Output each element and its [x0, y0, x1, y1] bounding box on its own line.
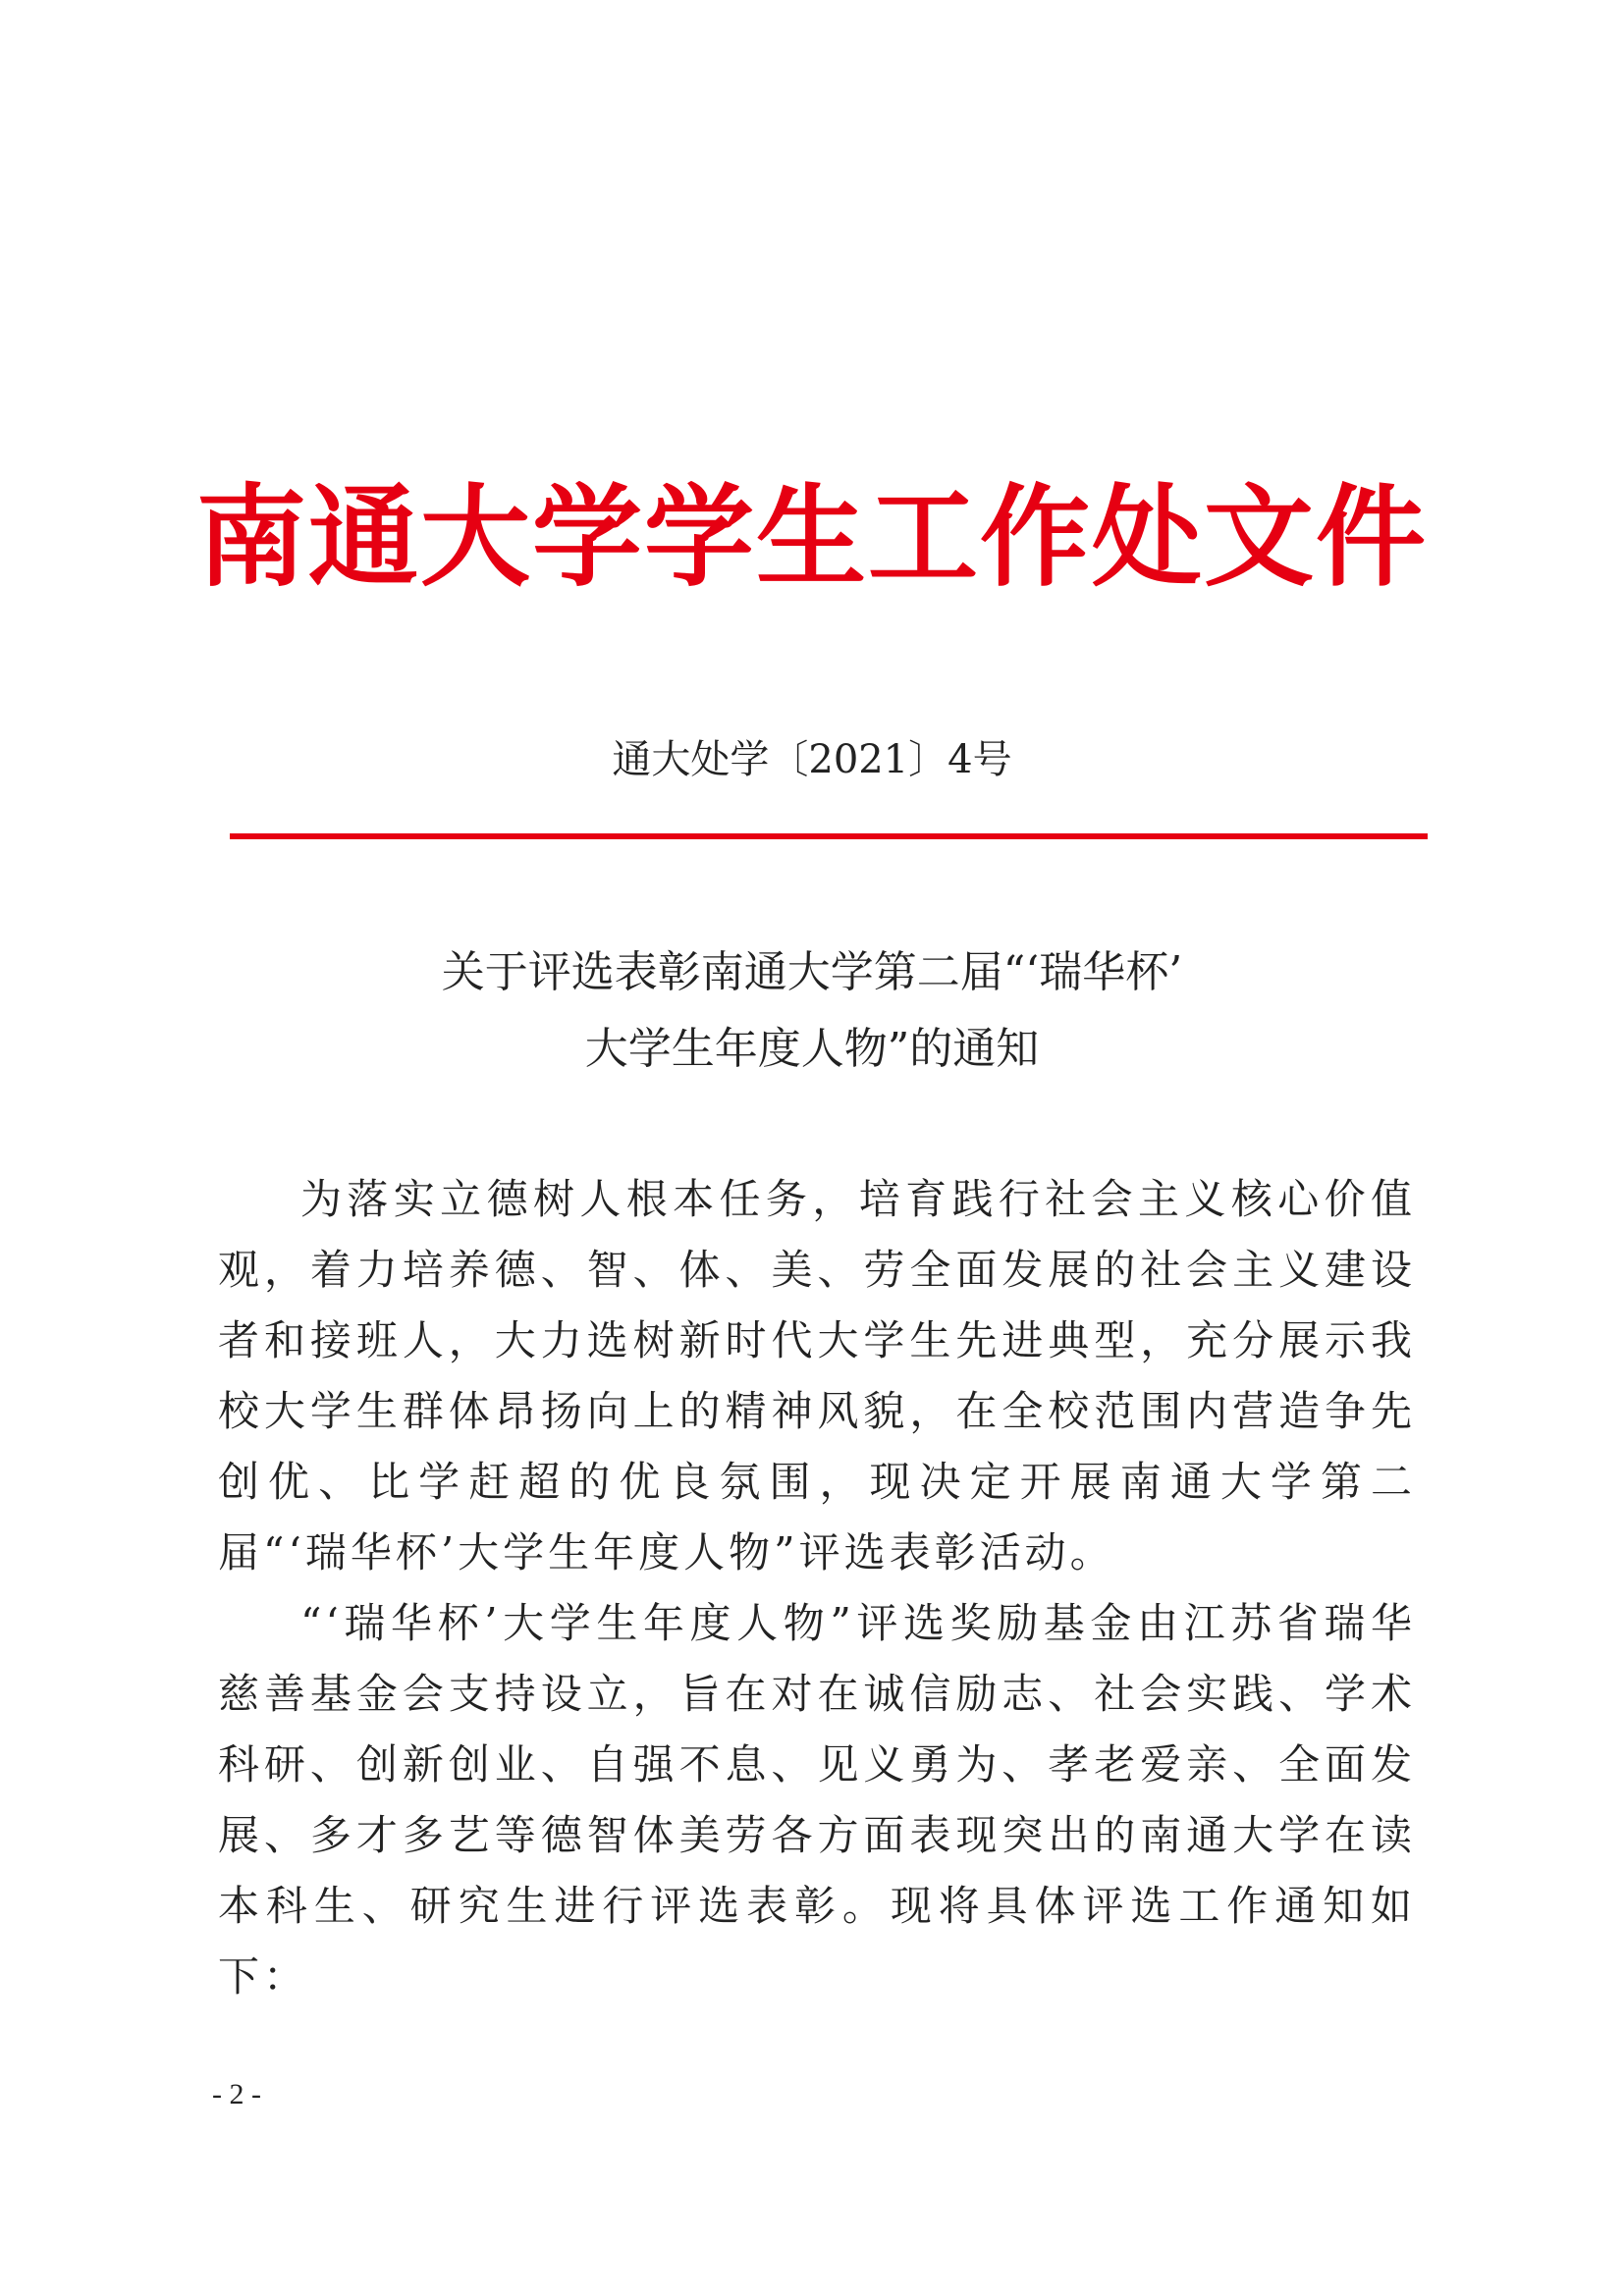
- document-header-title: 南通大学学生工作处文件: [196, 474, 1428, 602]
- page-number: - 2 -: [212, 2078, 261, 2110]
- notice-title-line-1: 关于评选表彰南通大学第二届“‘瑞华杯’: [441, 947, 1183, 997]
- header-divider-line: [230, 833, 1428, 839]
- body-paragraph-2: “‘瑞华杯’大学生年度人物”评选奖励基金由江苏省瑞华慈善基金会支持设立，旨在对在诚信励志、社会实践、学术科研、创新创业、自强不息、见义勇为、孝老爱亲、全面发展、多才多艺等德智体美劳各方面表现突出的南通大学在读本科生、研究生进行评选表彰。现将具体评选工作通知如下：: [218, 1599, 1416, 2001]
- document-number: 通大处学〔2021〕4号: [612, 737, 1012, 782]
- body-paragraph-1: 为落实立德树人根本任务，培育践行社会主义核心价值观，着力培养德、智、体、美、劳全面发展的社会主义建设者和接班人，大力选树新时代大学生先进典型，充分展示我校大学生群体昂扬向上的精神风貌，在全校范围内营造争先创优、比学赶超的优良氛围，现决定开展南通大学第二届“‘瑞华杯’大学生年度人物”评选表彰活动。: [218, 1175, 1416, 1576]
- notice-title: [0, 934, 1624, 1088]
- notice-body: [218, 1164, 1416, 2012]
- notice-title-line-2: 大学生年度人物”的通知: [584, 1024, 1040, 1074]
